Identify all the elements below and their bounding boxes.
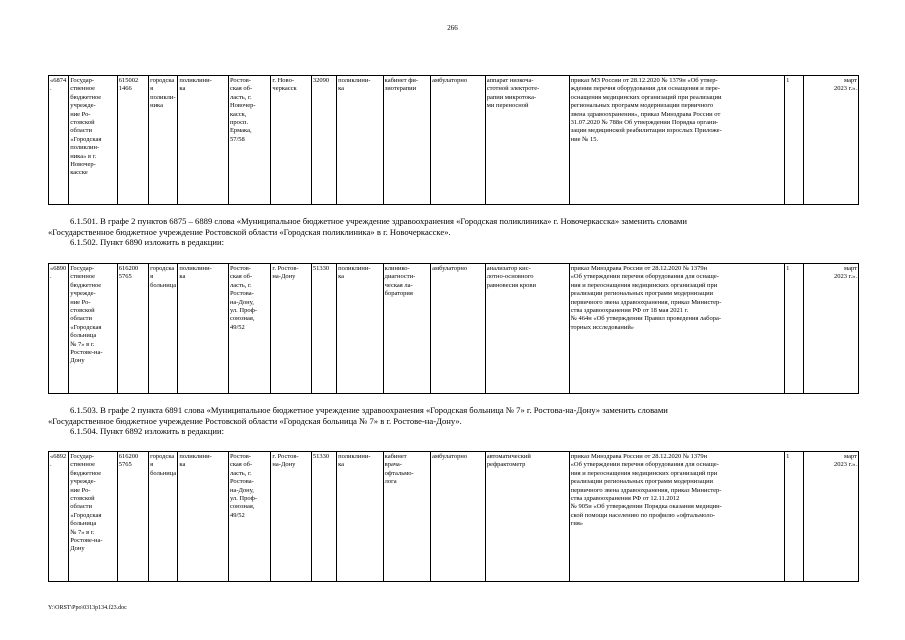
paragraph-6-1-501 [48,216,860,248]
cell-order: приказ Минздрава России от 28.12.2020 № 1379н «Об утверждении перечня оборудования для оснаще- ния и переоснащения медицинских организаций при реализации региональных программ модернизации первичного звена здравоохранения, приказ Министер- ства здравоохранения РФ от 18 мая 2021 г. № 464н «Об утверждении Правил проведения лабора- торных исследований» [569,264,784,394]
paragraph-line: 6.1.504. Пункт 6892 изложить в редакции: [70,426,224,437]
cell-order: приказ МЗ России от 28.12.2020 № 1379н «Об утвер- ждении перечня оборудования для оснащения и пере- оснащения медицинских организаций при реализации региональных программ модернизации первичного звена здравоохранения», приказ Минздрава России от 31.07.2020 № 788н Об утверждении Порядка органи- зации медицинской реабилитации взрослых Приложе- ние № 15. [569,76,784,205]
cell-address: Ростов- ская об- ласть, г. Ростова- на-Дону, ул. Проф- союзная, 49/52 [228,452,270,582]
cell-dept: поликлини- ка [178,76,229,205]
paragraph-line: «Государственное бюджетное учреждение Ростовской области «Городская поликлиника» в г. Новочеркасске». [48,226,451,237]
cell-date: март 2023 г.». [804,76,859,205]
cell-oktmo: 51330 [311,452,336,582]
cell-dept: поликлини- ка [178,264,229,394]
cell-care: амбулаторно [431,76,486,205]
cell-type: городская больница [149,264,178,394]
cell-care: амбулаторно [431,452,486,582]
cell-code: 616200 5765 [117,264,148,394]
cell-code: 616200 5765 [117,452,148,582]
cell-date: март 2023 г.». [804,452,859,582]
cell-qty: 1 [785,264,804,394]
file-path-footer: Y:\ORST\Ppo\0313p134.f23.doc [48,605,127,611]
cell-type: городская больница [149,452,178,582]
cell-oktmo: 51330 [311,264,336,394]
cell-num: «6892. [49,452,69,582]
paragraph-line: 6.1.501. В графе 2 пунктов 6875 – 6889 слова «Муниципальное бюджетное учреждение здравоохранения «Городская поликлиника» г. Новочеркасска» заменить словами [70,216,687,226]
cell-type: городская поликли- ника [149,76,178,205]
entry-table-6874 [48,75,859,205]
cell-code: 615002 1466 [117,76,148,205]
table-row [49,452,859,582]
paragraph-line: 6.1.502. Пункт 6890 изложить в редакции: [70,237,224,248]
cell-oktmo: 32090 [311,76,336,205]
cell-dept: поликлини- ка [178,452,229,582]
cell-equipment: анализатор кис- лотно-основного равновесия крови [485,264,569,394]
cell-num: «6890. [49,264,69,394]
table-row [49,264,859,394]
table-row [49,76,859,205]
paragraph-6-1-503 [48,405,860,437]
entry-table-6890 [48,263,859,394]
paragraph-line: «Государственное бюджетное учреждение Ростовской области «Городская больница № 7» в г. Ростове-на-Дону». [48,415,462,426]
cell-city: г. Ново- черкасск [271,76,311,205]
cell-qty: 1 [785,452,804,582]
cell-city: г. Ростов- на-Дону [271,452,311,582]
cell-address: Ростов- ская об- ласть, г. Новочер- касск, просп. Ермака, 57/58 [228,76,270,205]
cell-institution: Государ- ственное бюджетное учрежде- ние Ро- стовской области «Городская больница № 7» в г. Ростове-на- Дону [69,264,118,394]
cell-equipment: автоматический рефрактометр [485,452,569,582]
cell-division: поликлини- ка [337,76,384,205]
cell-institution: Государ- ственное бюджетное учрежде- ние Ро- стовской области «Городская больница № 7» в г. Ростове-на- Дону [69,452,118,582]
cell-room: клинико- диагности- ческая ла- боратория [383,264,431,394]
cell-equipment: аппарат низкоча- стотной электроте- рапии микротока- ми переносной [485,76,569,205]
cell-room: кабинет фи- зиотерапии [383,76,431,205]
entry-table-6892 [48,451,859,582]
cell-qty: 1 [785,76,804,205]
cell-city: г. Ростов- на-Дону [271,264,311,394]
cell-num: «6874. [49,76,69,205]
cell-division: поликлини- ка [337,264,384,394]
cell-room: кабинет врача- офтальмо- лога [383,452,431,582]
cell-institution: Государ- ственное бюджетное учрежде- ние Ро- стовской области «Городская поликлин- ника» в г. Новочер- касске [69,76,118,205]
cell-order: приказ Минздрава России от 28.12.2020 № 1379н «Об утверждении перечня оборудования для оснаще- ния и переоснащения медицинских организаций при реализации региональных программ модернизации первичного звена здравоохранения, приказ Министер- ства здравоохранения РФ от 12.11.2012 № 905н «Об утверждении Порядка оказания медицин- ской помощи населению по профилю «офтальмоло- гия» [569,452,784,582]
cell-address: Ростов- ская об- ласть, г. Ростова- на-Дону, ул. Проф- союзная, 49/52 [228,264,270,394]
page-number: 266 [447,24,458,32]
cell-care: амбулаторно [431,264,486,394]
paragraph-line: 6.1.503. В графе 2 пункта 6891 слова «Муниципальное бюджетное учреждение здравоохранения «Городская больница № 7» г. Ростова-на-Дону» заменить словами [70,405,668,415]
cell-division: поликлини- ка [337,452,384,582]
cell-date: март 2023 г.». [804,264,859,394]
